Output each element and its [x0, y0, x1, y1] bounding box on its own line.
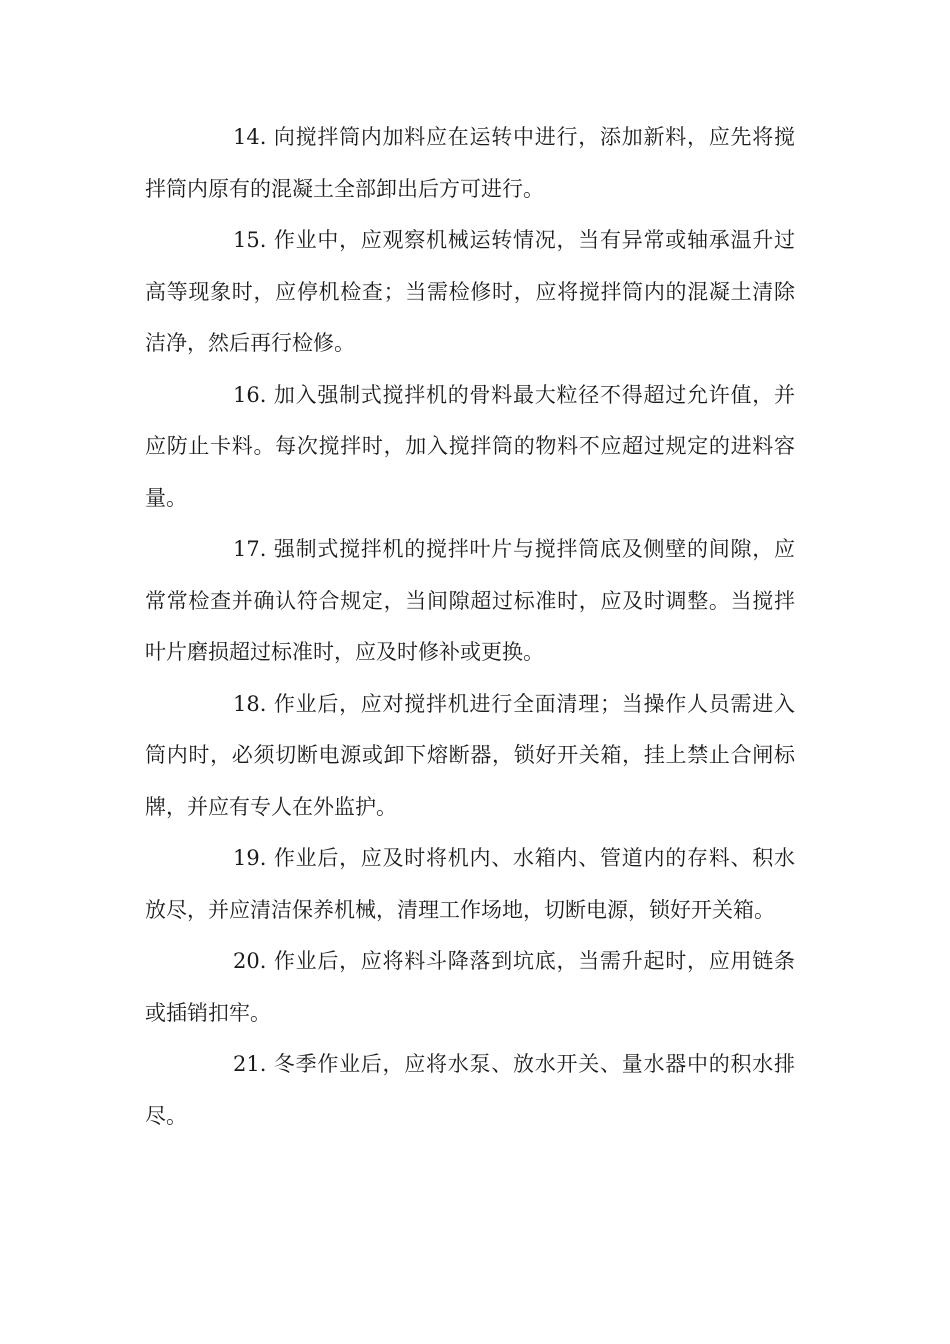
paragraph-number: 14. — [233, 125, 267, 149]
paragraph-text: 冬季作业后，应将水泵、放水开关、量水器中的积水排尽。 — [145, 1052, 795, 1128]
paragraph-text: 强制式搅拌机的搅拌叶片与搅拌筒底及侧壁的间隙，应常常检查并确认符合规定，当间隙超过标准时，应及时调整。当搅拌叶片磨损超过标准时，应及时修补或更换。 — [145, 537, 795, 664]
document-body — [145, 112, 795, 1142]
paragraph-text: 作业中，应观察机械运转情况，当有异常或轴承温升过高等现象时，应停机检查；当需检修时，应将搅拌筒内的混凝土清除洁净，然后再行检修。 — [145, 228, 795, 355]
paragraph-number: 15. — [233, 228, 267, 252]
paragraph-15 — [145, 215, 795, 370]
paragraph-21 — [145, 1039, 795, 1142]
paragraph-18 — [145, 679, 795, 834]
paragraph-number: 19. — [233, 846, 267, 870]
paragraph-number: 18. — [233, 691, 267, 716]
paragraph-number: 21. — [233, 1052, 267, 1076]
paragraph-text: 作业后，应对搅拌机进行全面清理；当操作人员需进入筒内时，必须切断电源或卸下熔断器，锁好开关箱，挂上禁止合闸标牌，并应有专人在外监护。 — [145, 691, 795, 819]
paragraph-14 — [145, 112, 795, 215]
paragraph-16 — [145, 370, 795, 525]
paragraph-number: 16. — [233, 382, 267, 407]
paragraph-20 — [145, 936, 795, 1039]
paragraph-text: 作业后，应及时将机内、水箱内、管道内的存料、积水放尽，并应清洁保养机械，清理工作场地，切断电源，锁好开关箱。 — [145, 846, 795, 922]
paragraph-17 — [145, 524, 795, 679]
paragraph-text: 向搅拌筒内加料应在运转中进行，添加新料，应先将搅拌筒内原有的混凝土全部卸出后方可进行。 — [145, 125, 795, 201]
paragraph-text: 作业后，应将料斗降落到坑底，当需升起时，应用链条或插销扣牢。 — [145, 949, 795, 1025]
paragraph-text: 加入强制式搅拌机的骨料最大粒径不得超过允许值，并应防止卡料。每次搅拌时，加入搅拌筒的物料不应超过规定的进料容量。 — [145, 382, 795, 510]
paragraph-number: 20. — [233, 949, 267, 973]
paragraph-19 — [145, 833, 795, 936]
paragraph-number: 17. — [233, 537, 267, 561]
